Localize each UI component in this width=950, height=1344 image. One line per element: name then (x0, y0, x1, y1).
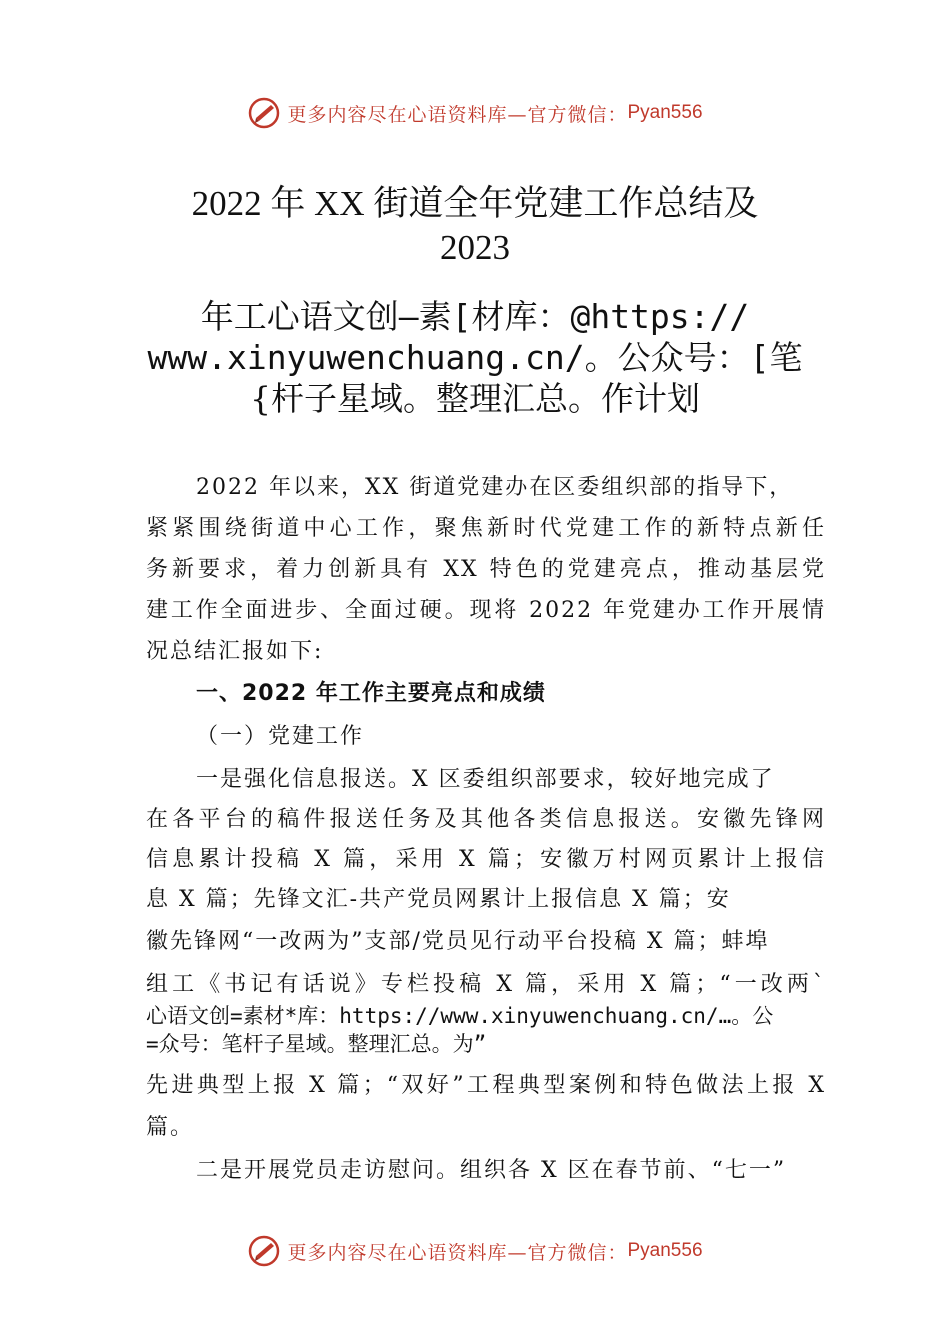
banner-brand-text: 更多内容尽在心语资料库 (287, 1241, 508, 1264)
subtitle-line-2: www.xinyuwenchuang.cn/。公众号：[笔 (147, 338, 803, 377)
seal-logo-icon (247, 1234, 281, 1268)
subtitle-line-1: 年工心语文创—素[材库：@https:// (200, 297, 750, 336)
subtitle-line-3: {杆子星域。整理汇总。作计划 (250, 379, 700, 418)
banner-wechat-id: Pyan556 (627, 102, 703, 123)
title-line-2: 2023 (440, 228, 510, 267)
banner-wechat-id: Pyan556 (627, 1240, 703, 1261)
document-title (95, 182, 855, 270)
document-subtitle (95, 296, 855, 419)
banner-brand-text: 更多内容尽在心语资料库 (287, 103, 508, 126)
title-line-1: 2022 年 XX 街道全年党建工作总结及 (191, 184, 759, 223)
paragraph-line: 况总结汇报如下: (146, 639, 324, 664)
section-heading: 一、2022 年工作主要亮点和成绩 (196, 681, 546, 706)
paragraph-line: 建工作全面进步、全面过硬。现将 2022 年党建办工作开展情 (146, 598, 826, 623)
paragraph-line: 心语文创=素材*库：https://www.xinyuwenchuang.cn/…。公 (146, 1004, 774, 1028)
paragraph-line: 二是开展党员走访慰问。组织各 X 区在春节前、“七一” (196, 1158, 787, 1183)
paragraph-line: 先进典型上报 X 篇；“双好”工程典型案例和特色做法上报 X (146, 1073, 826, 1098)
subsection-heading: （一）党建工作 (196, 724, 365, 749)
header-watermark-banner (0, 96, 950, 130)
paragraph-line: 信息累计投稿 X 篇，采用 X 篇；安徽万村网页累计上报信 (146, 847, 826, 872)
seal-logo-icon (247, 96, 281, 130)
paragraph-line: =众号：笔杆子星域。整理汇总。为” (146, 1032, 487, 1056)
footer-watermark-banner (0, 1234, 950, 1268)
paragraph-line: 一是强化信息报送。X 区委组织部要求，较好地完成了 (196, 767, 775, 792)
paragraph-line: 徽先锋网“一改两为”支部/党员见行动平台投稿 X 篇；蚌埠 (146, 929, 770, 954)
banner-separator: —官方微信： (507, 1241, 628, 1264)
banner-separator: —官方微信： (507, 103, 628, 126)
paragraph-line: 息 X 篇；先锋文汇-共产党员网累计上报信息 X 篇；安 (146, 887, 731, 912)
paragraph-line: 在各平台的稿件报送任务及其他各类信息报送。安徽先锋网 (146, 807, 826, 832)
paragraph-line: 篇。 (146, 1115, 195, 1140)
paragraph-line: 2022 年以来，XX 街道党建办在区委组织部的指导下， (196, 475, 794, 500)
paragraph-line: 紧紧围绕街道中心工作，聚焦新时代党建工作的新特点新任 (146, 516, 826, 541)
paragraph-line: 组工《书记有话说》专栏投稿 X 篇，采用 X 篇；“一改两` (146, 972, 826, 997)
paragraph-line: 务新要求，着力创新具有 XX 特色的党建亮点，推动基层党 (146, 557, 826, 582)
